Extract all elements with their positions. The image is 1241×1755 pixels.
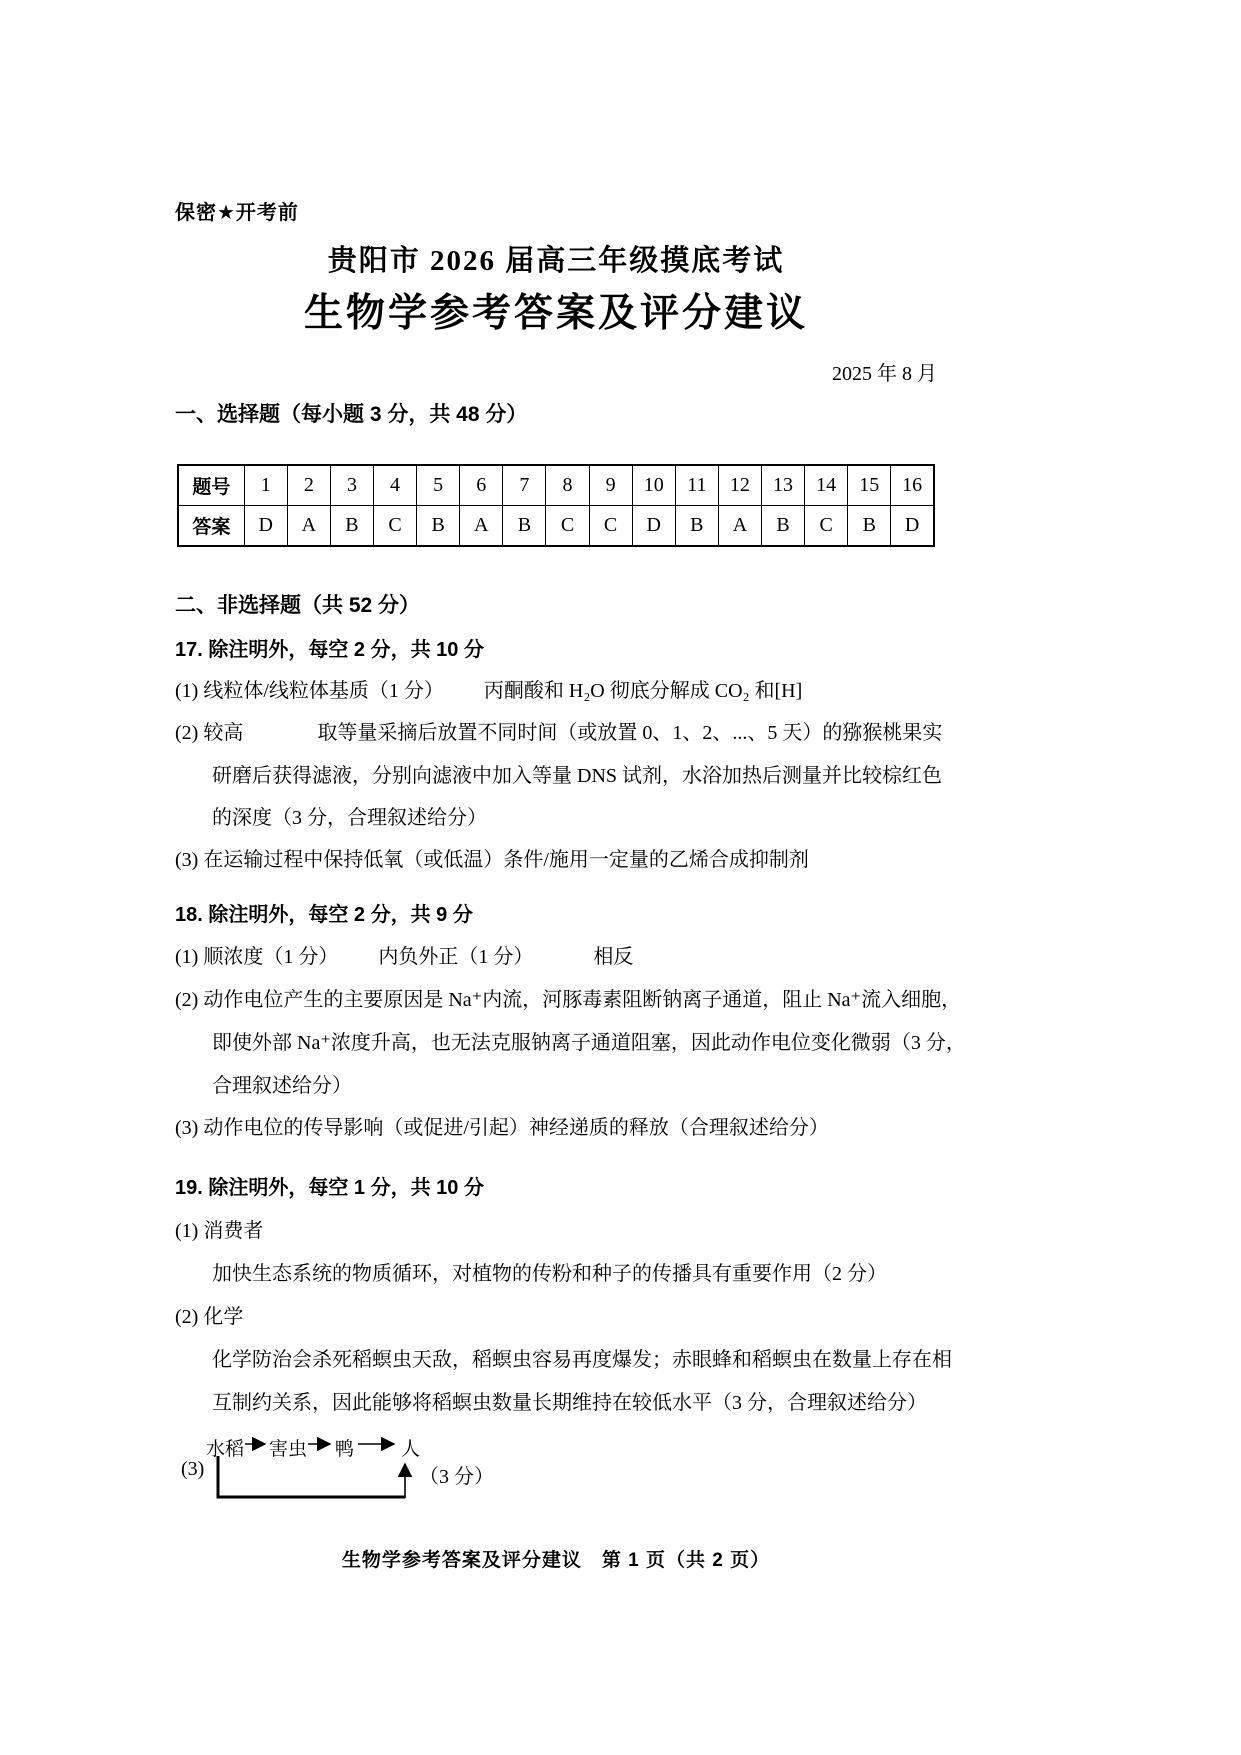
q19-answer-3-label: (3) xyxy=(181,1458,205,1480)
answer-cell: C xyxy=(589,506,632,547)
q18-answer-2-line1: (2) 动作电位产生的主要原因是 Na⁺内流，河豚毒素阻断钠离子通道，阻止 Na⁺流入细胞， xyxy=(175,989,962,1011)
food-chain-arrows xyxy=(175,1422,655,1517)
q18-answer-1 xyxy=(175,940,633,969)
q17-answer-2-part1: (2) 较高 xyxy=(175,722,244,744)
q17-answer-3: (3) 在运输过程中保持低氧（或低温）条件/施用一定量的乙烯合成抑制剂 xyxy=(175,849,809,871)
answer-cell: B xyxy=(761,506,804,547)
answer-cell: B xyxy=(503,506,546,547)
q18-answer-1-part1: (1) 顺浓度（1 分） xyxy=(175,946,339,968)
q17-heading: 17. 除注明外，每空 2 分，共 10 分 xyxy=(175,639,484,661)
answer-cell: D xyxy=(632,506,675,547)
question-number-cell: 7 xyxy=(503,465,546,506)
answer-cell: A xyxy=(718,506,761,547)
answer-cell: B xyxy=(848,506,891,547)
q17-answer-1-part2: 丙酮酸和 H₂O 彻底分解成 CO₂ 和[H] xyxy=(483,680,803,702)
q19-heading: 19. 除注明外，每空 1 分，共 10 分 xyxy=(175,1177,484,1199)
question-number-cell: 4 xyxy=(374,465,417,506)
question-number-cell: 9 xyxy=(589,465,632,506)
multiple-choice-answer-table xyxy=(177,464,935,547)
q19-answer-2: (2) 化学 xyxy=(175,1306,244,1328)
answer-cell: C xyxy=(374,506,417,547)
question-number-cell: 15 xyxy=(848,465,891,506)
question-number-cell: 12 xyxy=(718,465,761,506)
page-title: 生物学参考答案及评分建议 xyxy=(303,292,808,335)
food-chain-node-pest: 害虫 xyxy=(269,1439,308,1460)
q19-answer-1-line2: 加快生态系统的物质循环，对植物的传粉和种子的传播具有重要作用（2 分） xyxy=(212,1263,887,1285)
section2-heading: 二、非选择题（共 52 分） xyxy=(175,594,421,617)
food-chain-node-rice: 水稻 xyxy=(206,1439,245,1460)
answer-cell: D xyxy=(244,506,287,547)
q17-answer-1-part1: (1) 线粒体/线粒体基质（1 分） xyxy=(175,680,444,702)
food-chain-node-duck: 鸭 xyxy=(335,1439,355,1460)
answer-cell: B xyxy=(330,506,373,547)
section1-heading: 一、选择题（每小题 3 分，共 48 分） xyxy=(175,403,528,426)
q18-answer-2-line3: 合理叙述给分） xyxy=(212,1075,352,1097)
question-number-cell: 14 xyxy=(805,465,848,506)
q17-answer-2-part2: 取等量采摘后放置不同时间（或放置 0、1、2、...、5 天）的猕猴桃果实 xyxy=(317,722,943,744)
exam-title: 贵阳市 2026 届高三年级摸底考试 xyxy=(327,245,785,277)
food-chain-node-human: 人 xyxy=(401,1439,421,1460)
table-row-answers xyxy=(178,506,934,547)
question-number-cell: 2 xyxy=(287,465,330,506)
answer-cell: D xyxy=(891,506,934,547)
q18-answer-2-line2: 即使外部 Na⁺浓度升高，也无法克服钠离子通道阻塞，因此动作电位变化微弱（3 分， xyxy=(212,1032,966,1054)
question-number-cell: 5 xyxy=(417,465,460,506)
answer-cell: A xyxy=(287,506,330,547)
q18-heading: 18. 除注明外，每空 2 分，共 9 分 xyxy=(175,904,473,926)
table-row-question-numbers xyxy=(178,465,934,506)
question-number-cell: 16 xyxy=(891,465,934,506)
q18-answer-3: (3) 动作电位的传导影响（或促进/引起）神经递质的释放（合理叙述给分） xyxy=(175,1117,829,1139)
question-number-cell: 6 xyxy=(460,465,503,506)
row-header-question-number: 题号 xyxy=(178,465,244,506)
q18-answer-1-part2: 内负外正（1 分） xyxy=(378,946,534,968)
page-footer: 生物学参考答案及评分建议 第 1 页（共 2 页） xyxy=(341,1550,771,1571)
answer-cell: B xyxy=(417,506,460,547)
question-number-cell: 1 xyxy=(244,465,287,506)
q18-answer-1-part3: 相反 xyxy=(593,946,634,968)
q17-answer-2-line2: 研磨后获得滤液，分别向滤液中加入等量 DNS 试剂，水浴加热后测量并比较棕红色 xyxy=(212,765,943,787)
answer-cell: C xyxy=(805,506,848,547)
q19-answer-2-line3: 互制约关系，因此能够将稻螟虫数量长期维持在较低水平（3 分，合理叙述给分） xyxy=(212,1392,927,1414)
answer-cell: A xyxy=(460,506,503,547)
row-header-answer: 答案 xyxy=(178,506,244,547)
q19-answer-1: (1) 消费者 xyxy=(175,1220,264,1242)
q19-answer-3-score: （3 分） xyxy=(419,1466,494,1488)
q17-answer-1 xyxy=(175,674,802,703)
q19-answer-2-line2: 化学防治会杀死稻螟虫天敌，稻螟虫容易再度爆发；赤眼蜂和稻螟虫在数量上存在相 xyxy=(212,1349,952,1371)
question-number-cell: 10 xyxy=(632,465,675,506)
question-number-cell: 11 xyxy=(675,465,718,506)
confidential-notice: 保密★开考前 xyxy=(175,202,299,224)
question-number-cell: 3 xyxy=(330,465,373,506)
q17-answer-2-line1 xyxy=(175,716,942,745)
food-chain-diagram xyxy=(175,1422,655,1517)
question-number-cell: 8 xyxy=(546,465,589,506)
answer-cell: C xyxy=(546,506,589,547)
answer-cell: B xyxy=(675,506,718,547)
exam-date: 2025 年 8 月 xyxy=(832,363,937,385)
question-number-cell: 13 xyxy=(761,465,804,506)
q17-answer-2-line3: 的深度（3 分，合理叙述给分） xyxy=(212,807,487,829)
